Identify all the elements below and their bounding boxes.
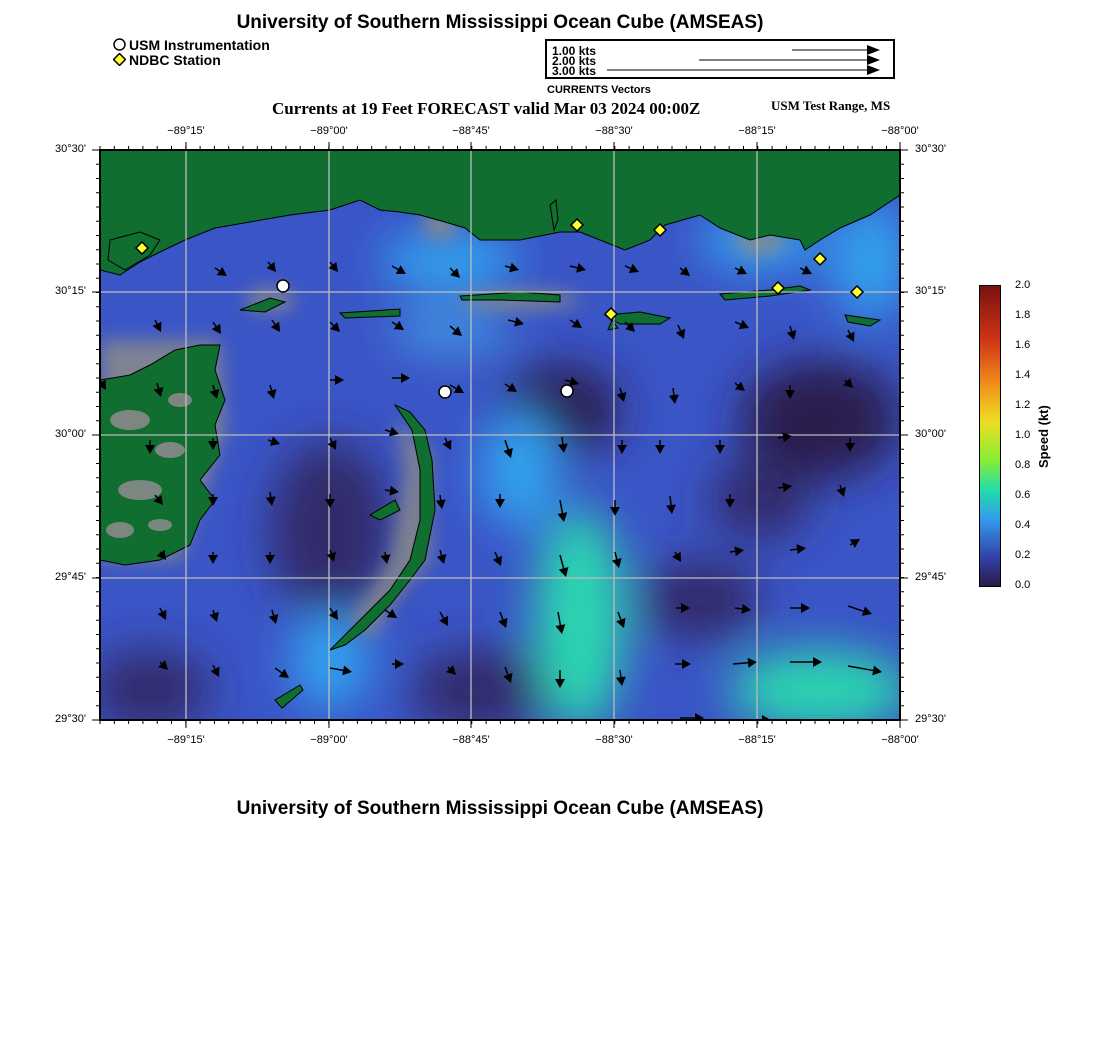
legend-usm-label: USM Instrumentation (129, 37, 270, 53)
colorbar-tick-label: 0.8 (1015, 459, 1031, 471)
y-tick-label-right: 30°30' (915, 143, 946, 155)
x-tick-label-bottom: −88°00' (881, 734, 919, 746)
y-tick-label-right: 30°00' (915, 428, 946, 440)
vector-scale-3: 3.00 kts (552, 64, 597, 78)
colorbar-tick-label: 1.6 (1015, 339, 1031, 351)
colorbar-tick-label: 1.0 (1015, 429, 1031, 441)
x-tick-label-bottom: −89°00' (310, 734, 348, 746)
y-tick-label-left: 30°30' (55, 143, 86, 155)
footer-title: University of Southern Mississippi Ocean Cube (AMSEAS) (236, 798, 764, 819)
y-tick-label-right: 29°30' (915, 713, 946, 725)
colorbar-tick-label: 1.4 (1015, 369, 1031, 381)
colorbar-tick-label: 0.2 (1015, 549, 1031, 561)
vector-scale-2: 2.00 kts (552, 54, 597, 68)
vector-caption: CURRENTS Vectors (547, 84, 651, 96)
x-tick-label-top: −88°00' (881, 125, 919, 137)
x-tick-label-top: −89°15' (167, 125, 205, 137)
speed-colorbar (979, 285, 1001, 587)
vector-scale-1: 1.00 kts (552, 44, 597, 58)
map-subtitle: Currents at 19 Feet FORECAST valid Mar 03 2024 00:00Z (272, 99, 701, 118)
x-tick-label-top: −88°15' (738, 125, 776, 137)
colorbar-title: Speed (kt) (1036, 405, 1051, 468)
x-tick-label-bottom: −89°15' (167, 734, 205, 746)
colorbar-tick-label: 2.0 (1015, 279, 1031, 291)
colorbar-tick-label: 0.4 (1015, 519, 1031, 531)
usm-instrument-marker (277, 280, 289, 292)
y-tick-label-left: 30°15' (55, 285, 86, 297)
x-tick-label-bottom: −88°45' (452, 734, 490, 746)
y-tick-label-left: 30°00' (55, 428, 86, 440)
y-tick-label-right: 29°45' (915, 571, 946, 583)
colorbar-tick-label: 1.2 (1015, 399, 1031, 411)
page-title: University of Southern Mississippi Ocean Cube (AMSEAS) (236, 12, 764, 33)
colorbar-tick-label: 0.6 (1015, 489, 1031, 501)
colorbar-tick-label: 0.0 (1015, 579, 1031, 591)
colorbar-tick-label: 1.8 (1015, 309, 1031, 321)
usm-instrument-marker (561, 385, 573, 397)
legend-ndbc-label: NDBC Station (129, 52, 221, 68)
y-tick-label-right: 30°15' (915, 285, 946, 297)
x-tick-label-top: −88°30' (595, 125, 633, 137)
usm-instrument-marker (439, 386, 451, 398)
x-tick-label-top: −89°00' (310, 125, 348, 137)
range-label: USM Test Range, MS (771, 98, 891, 113)
x-tick-label-bottom: −88°30' (595, 734, 633, 746)
y-tick-label-left: 29°45' (55, 571, 86, 583)
y-tick-label-left: 29°30' (55, 713, 86, 725)
x-tick-label-top: −88°45' (452, 125, 490, 137)
x-tick-label-bottom: −88°15' (738, 734, 776, 746)
